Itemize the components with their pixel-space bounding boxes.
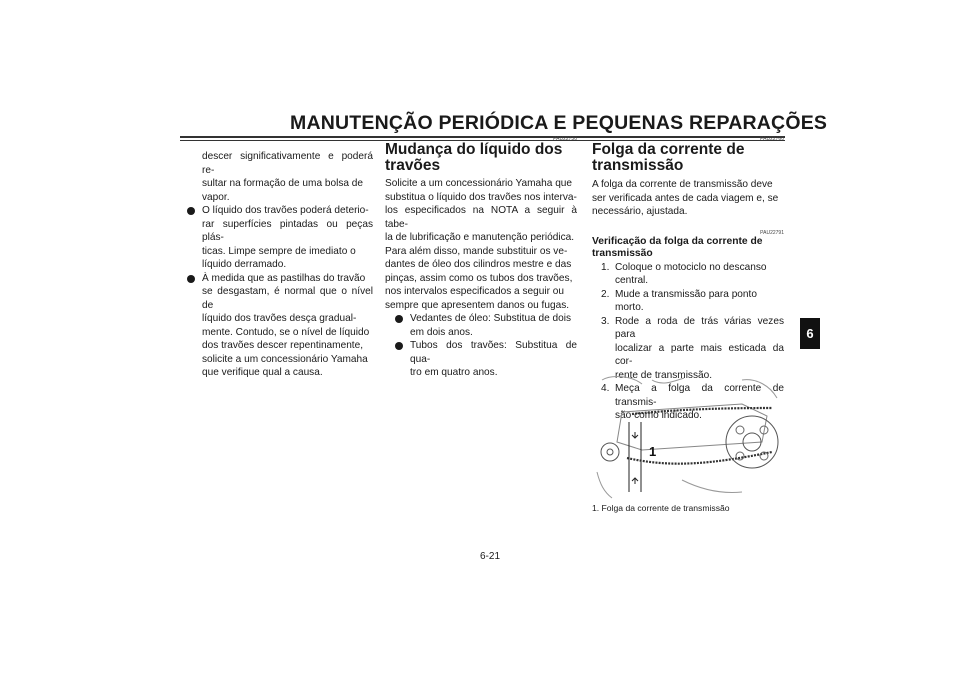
step-number: 2. [601, 288, 610, 300]
bullet-line: ticas. Limpe sempre de imediato o [202, 245, 356, 257]
step-line: central. [615, 275, 649, 286]
para-line: los especificados na NOTA a seguir à tabe- [385, 205, 577, 230]
bullet-line: mente. Contudo, se o nível de líquido [202, 326, 370, 338]
bullet-dot-icon [395, 342, 403, 350]
para-line: Para além disso, mande substituir os ve- [385, 245, 568, 257]
chain-slack-figure [592, 372, 784, 502]
bullet-line: tro em quatro anos. [410, 367, 498, 378]
section-code: PAU22760 [760, 136, 784, 142]
figure-caption: 1. Folga da corrente de transmissão [592, 503, 730, 513]
bullet-line: rar superfícies pintadas ou peças plás- [202, 218, 373, 243]
step-line: rente de transmissão. [615, 369, 713, 381]
bullet-line: solicite a um concessionário Yamaha [202, 353, 368, 365]
section-heading: Folga da corrente de [592, 141, 745, 158]
sub-heading: transmissão [592, 248, 653, 259]
bullet-dot-icon [187, 207, 195, 215]
para-line: sempre que apresentem danos ou fugas. [385, 299, 570, 311]
step-line: Mude a transmissão para ponto morto. [615, 288, 757, 313]
sub-heading: Verificação da folga da corrente de [592, 235, 763, 247]
cont-line: vapor. [202, 191, 230, 203]
step-number: 1. [601, 261, 610, 273]
bullet-dot-icon [187, 275, 195, 283]
para-line: ser verificada antes de cada viagem e, se [592, 192, 779, 204]
page-number: 6-21 [479, 551, 500, 562]
step-number: 3. [601, 315, 610, 327]
bullet-line: líquido dos travões desça gradual- [202, 313, 357, 324]
step-item [592, 261, 784, 288]
cont-line: sultar na formação de uma bolsa de [202, 178, 364, 189]
step-line: Coloque o motociclo no descanso [615, 261, 767, 273]
para-line: necessário, ajustada. [592, 206, 688, 217]
bullet-item [187, 204, 373, 272]
bullet-line: Vedantes de óleo: Substitua de dois [410, 313, 572, 324]
para-line: nos intervalos especificados a seguir ou [385, 286, 564, 297]
bullet-line: Tubos dos travões: Substitua de qua- [410, 340, 577, 365]
step-line: Rode a roda de trás várias vezes para [615, 315, 784, 340]
bullet-item [187, 272, 373, 380]
page-header-title: MANUTENÇÃO PERIÓDICA E PEQUENAS REPARAÇÕES [290, 112, 828, 134]
step-number: 4. [601, 383, 610, 394]
bullet-line: líquido derramado. [202, 259, 287, 270]
bullet-dot-icon [395, 315, 403, 323]
bullet-line: À medida que as pastilhas do travão [202, 272, 366, 284]
section-code: PAU22791 [760, 229, 784, 236]
bullet-item [385, 312, 577, 339]
section-heading: Mudança do líquido dos travões [385, 141, 563, 174]
chain-slack-illustration [592, 372, 784, 502]
section-code: PAU22730 [553, 136, 577, 142]
para-line: substitua o líquido dos travões nos interva- [385, 191, 577, 203]
step-item [592, 288, 784, 315]
step-line: são como indicado. [615, 410, 702, 421]
column-2 [385, 136, 577, 380]
bullet-item [385, 339, 577, 380]
bullet-line: dos travões descer repentinamente, [202, 340, 364, 351]
para-line: Solicite a um concessionário Yamaha que [385, 178, 573, 189]
cont-line: descer significativamente e poderá re- [202, 151, 373, 176]
para-line: la de lubrificação e manutenção periódica. [385, 232, 575, 243]
bullet-line: em dois anos. [410, 326, 473, 338]
chapter-tab: 6 [800, 318, 820, 349]
para-line: A folga da corrente de transmissão deve [592, 179, 773, 190]
figure-callout-number: 1 [649, 444, 657, 459]
step-line: localizar a parte mais esticada da cor- [615, 342, 784, 367]
column-1 [187, 150, 373, 380]
bullet-line: que verifique qual a causa. [202, 367, 323, 378]
step-line: Meça a folga da corrente de transmis- [615, 383, 784, 408]
section-heading: transmissão [592, 157, 684, 174]
para-line: dantes de óleo dos cilindros mestre e das [385, 259, 572, 270]
para-line: pinças, assim como os tubos dos travões, [385, 272, 573, 284]
bullet-line: se desgastam, é normal que o nível de [202, 286, 373, 311]
bullet-line: O líquido dos travões poderá deterio- [202, 205, 369, 216]
